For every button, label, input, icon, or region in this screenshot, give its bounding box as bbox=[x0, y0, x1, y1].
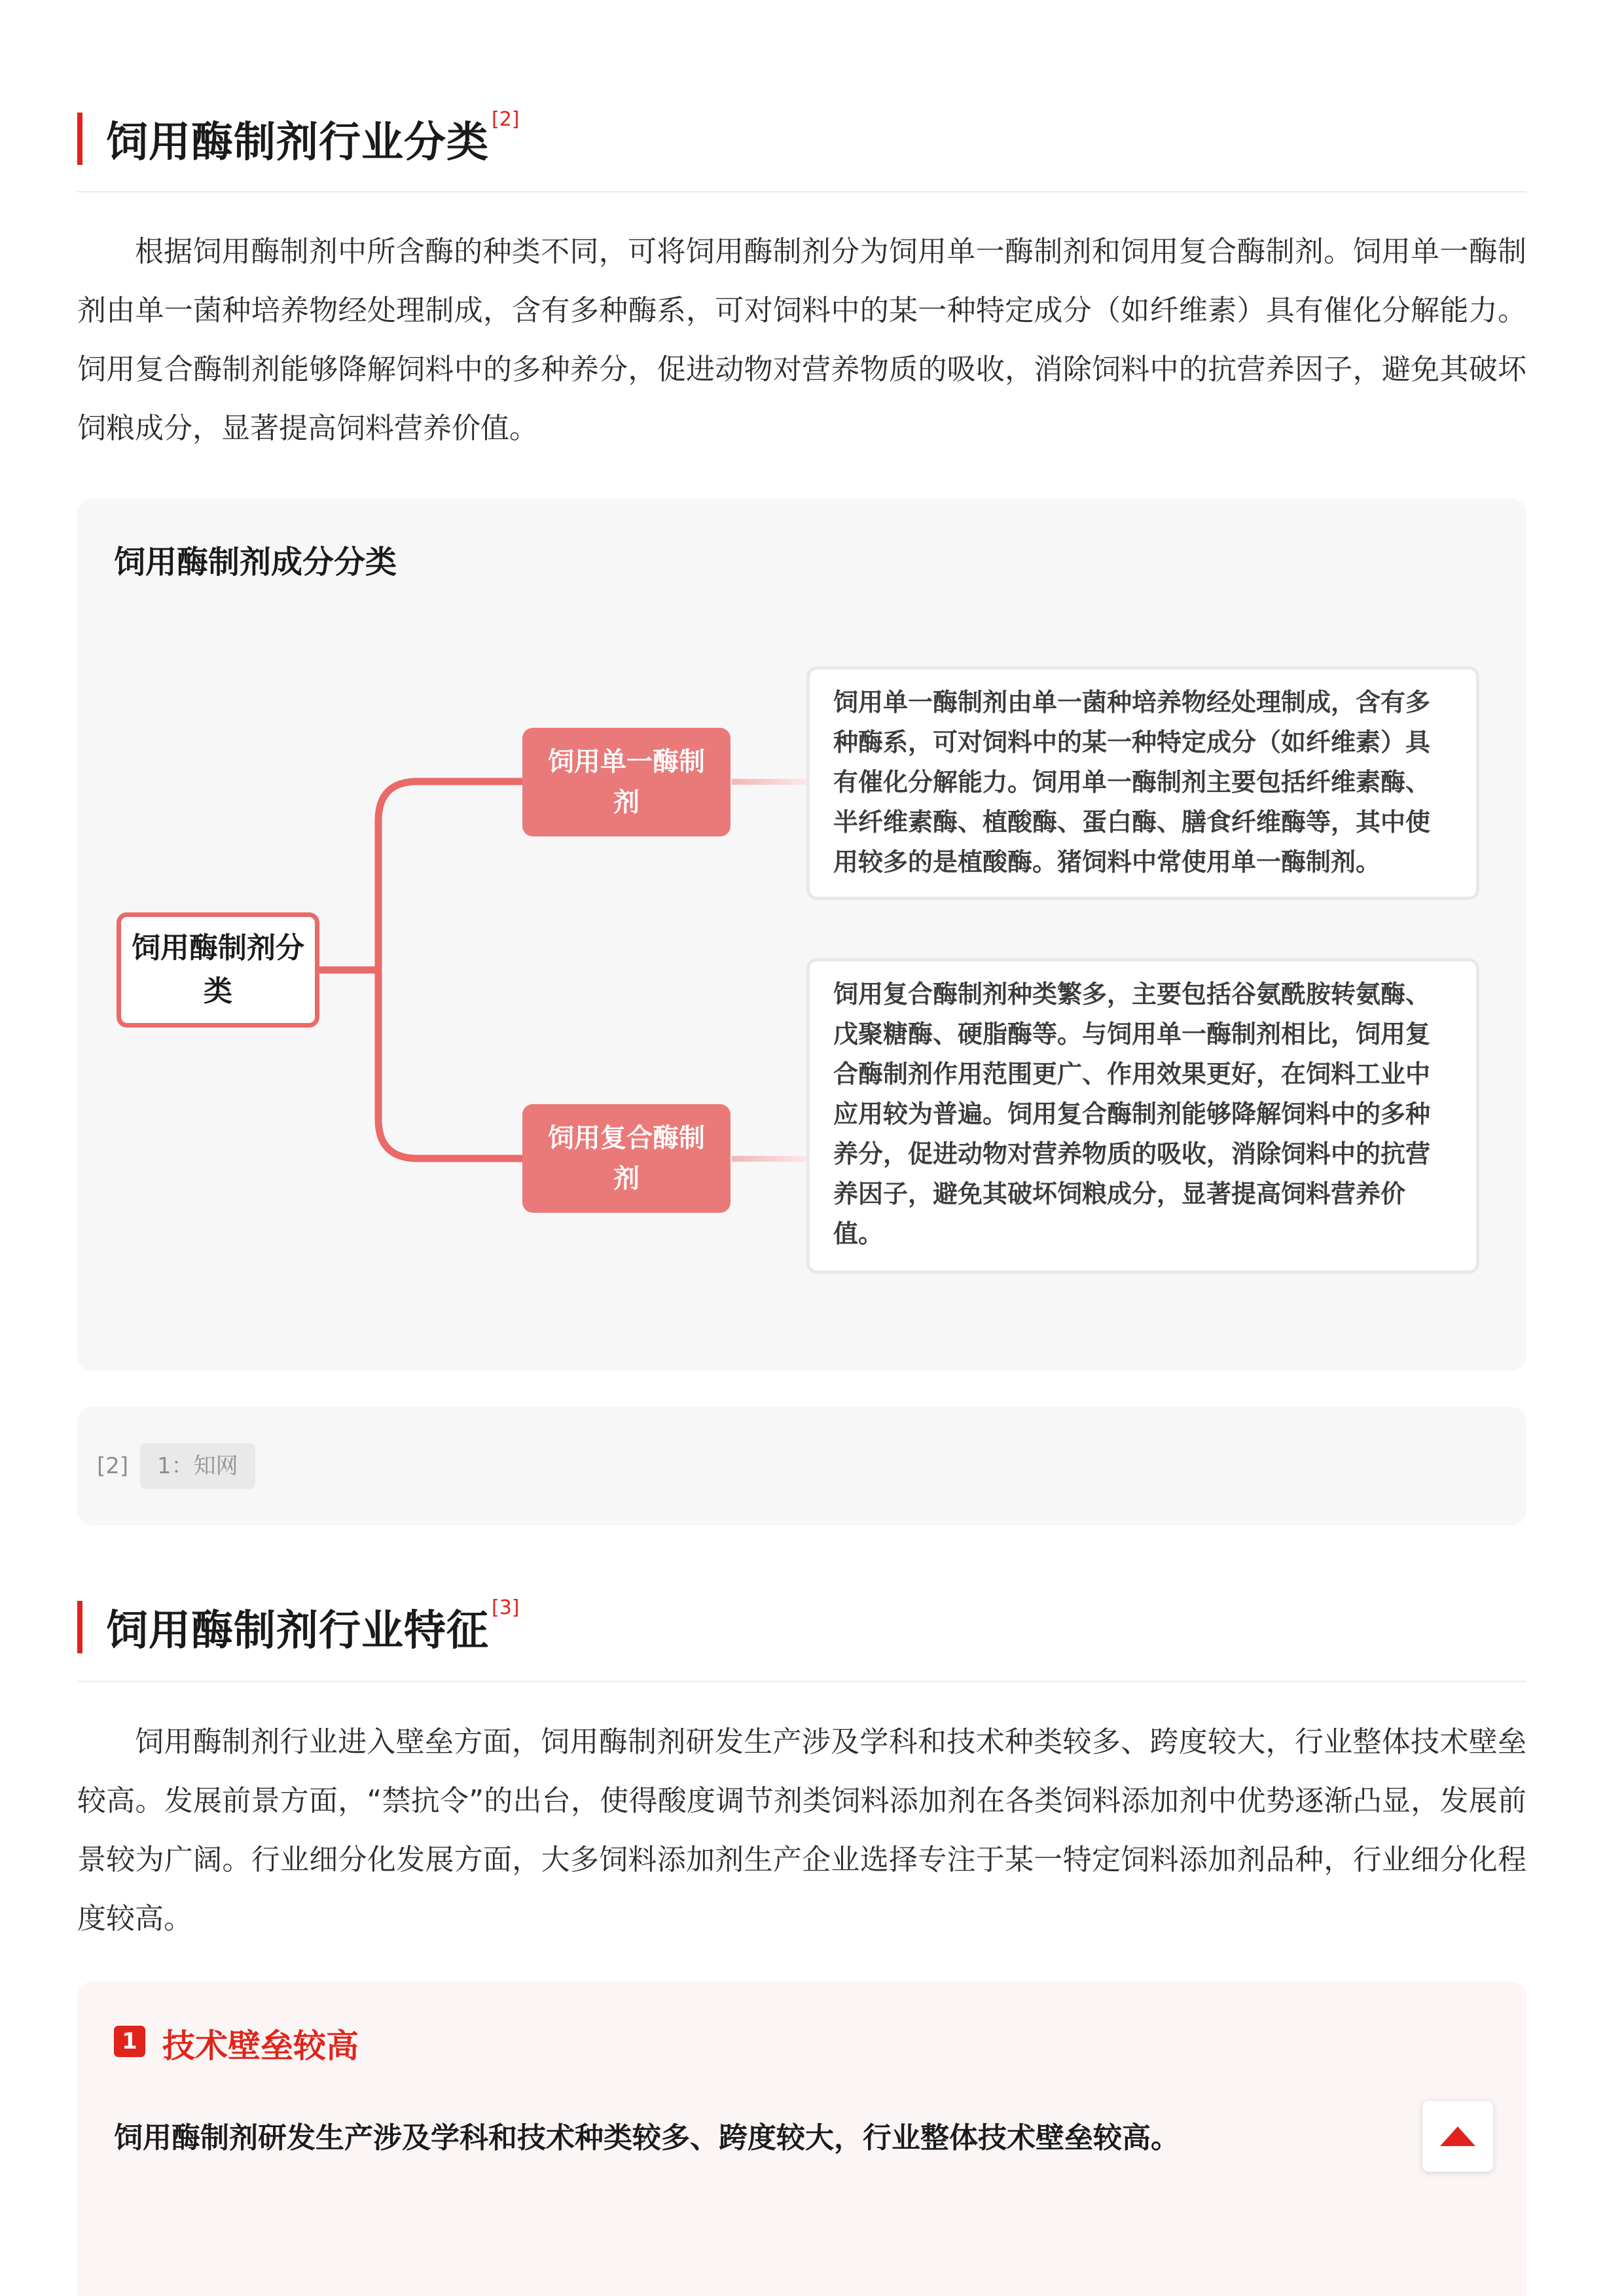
feature-panel bbox=[77, 1982, 1526, 2296]
reference-marker[interactable]: [3] bbox=[492, 1596, 520, 1619]
section-title: 饲用酶制剂行业分类 bbox=[106, 118, 489, 167]
mindmap-root-node: 饲用酶制剂分类 bbox=[117, 912, 319, 1028]
mindmap-panel bbox=[77, 499, 1526, 1371]
heading-accent-bar bbox=[77, 113, 82, 165]
reference-number: [2] bbox=[97, 1453, 129, 1479]
section-title: 饲用酶制剂行业特征 bbox=[106, 1607, 489, 1655]
feature-title: 技术壁垒较高 bbox=[162, 2027, 359, 2065]
divider bbox=[77, 1681, 1526, 1682]
branch-node-single-enzyme: 饲用单一酶制剂 bbox=[522, 728, 731, 836]
description-single-enzyme: 饲用单一酶制剂由单一菌种培养物经处理制成，含有多种酶系，可对饲料中的某一种特定成分（如纤维素）具有催化分解能力。饲用单一酶制剂主要包括纤维素酶、半纤维素酶、植酸酶、蛋白酶、膳食纤维酶等，其中使用较多的是植酸酶。猪饲料中常使用单一酶制剂。 bbox=[806, 666, 1479, 900]
reference-source-tag[interactable]: 1：知网 bbox=[140, 1443, 255, 1489]
caret-up-icon bbox=[1440, 2126, 1475, 2146]
scroll-top-button[interactable] bbox=[1422, 2101, 1493, 2172]
feature-number-badge: 1 bbox=[114, 2026, 145, 2057]
characteristics-paragraph: 饲用酶制剂行业进入壁垒方面，饲用酶制剂研发生产涉及学科和技术种类较多、跨度较大，行业整体技术壁垒较高。发展前景方面，“禁抗令”的出台，使得酸度调节剂类饲料添加剂在各类饲料添加剂中优势逐渐凸显，发展前景较为广阔。行业细分化发展方面，大多饲料添加剂生产企业选择专注于某一特定饲料添加剂品种，行业细分化程度较高。 bbox=[77, 1725, 1526, 1935]
section-heading-classification bbox=[77, 107, 520, 167]
intro-paragraph: 根据饲用酶制剂中所含酶的种类不同，可将饲用酶制剂分为饲用单一酶制剂和饲用复合酶制剂。饲用单一酶制剂由单一菌种培养物经处理制成，含有多种酶系，可对饲料中的某一种特定成分（如纤维素）具有催化分解能力。饲用复合酶制剂能够降解饲料中的多种养分，促进动物对营养物质的吸收，消除饲料中的抗营养因子，避免其破坏饲粮成分，显著提高饲料营养价值。 bbox=[77, 235, 1526, 445]
section-heading-characteristics bbox=[77, 1596, 520, 1655]
divider bbox=[77, 191, 1526, 192]
reference-panel bbox=[77, 1407, 1526, 1525]
feature-text: 饲用酶制剂研发生产涉及学科和技术种类较多、跨度较大，行业整体技术壁垒较高。 bbox=[114, 2121, 1180, 2155]
mindmap-title: 饲用酶制剂成分分类 bbox=[114, 544, 397, 581]
heading-accent-bar bbox=[77, 1601, 82, 1653]
branch-node-compound-enzyme: 饲用复合酶制剂 bbox=[522, 1104, 731, 1213]
description-compound-enzyme: 饲用复合酶制剂种类繁多，主要包括谷氨酰胺转氨酶、戊聚糖酶、硬脂酶等。与饲用单一酶制剂相比，饲用复合酶制剂作用范围更广、作用效果更好，在饲料工业中应用较为普遍。饲用复合酶制剂能够降解饲料中的多种养分，促进动物对营养物质的吸收，消除饲料中的抗营养因子，避免其破坏饲粮成分，显著提高饲料营养价值。 bbox=[806, 958, 1479, 1274]
reference-marker[interactable]: [2] bbox=[492, 107, 520, 131]
